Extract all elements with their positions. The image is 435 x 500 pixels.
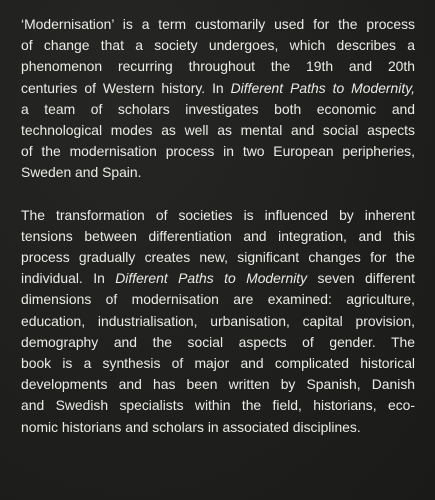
text-line: individual. In Different Paths to Modernity seven different <box>21 270 415 287</box>
text-line: The transformation of societies is influenced by inherent <box>21 206 415 223</box>
text-line: technological modes as well as mental and social aspects <box>21 122 415 139</box>
text-line: book is a synthesis of major and complicated historical <box>21 355 415 372</box>
text-line: dimensions of modernisation are examined: agriculture, <box>21 291 415 308</box>
text-line: ‘Modernisation’ is a term customarily used for the process <box>21 16 415 32</box>
text-line: Sweden and Spain. <box>21 164 142 181</box>
text-line: and Swedish specialists within the field, historians, eco- <box>21 397 415 414</box>
text-line: a team of scholars investigates both economic and <box>21 100 415 117</box>
book-title: Different Paths to Modernity, <box>230 79 415 96</box>
text-line: of change that a society undergoes, which describes a <box>21 37 415 54</box>
text-line: education, industrialisation, urbanisation, capital provision, <box>21 312 415 329</box>
text-line: demography and the social aspects of gender. The <box>21 333 415 350</box>
text-line: process gradually creates new, significant changes for the <box>21 249 415 266</box>
text-line: of the modernisation process in two European peripheries, <box>21 143 415 160</box>
paragraph-1 <box>21 14 415 184</box>
paragraph-2 <box>21 205 415 438</box>
text-line: tensions between differentiation and integration, and this <box>21 227 415 244</box>
book-title: Different Paths to Modernity <box>115 270 308 287</box>
text-line: nomic historians and scholars in associated disciplines. <box>21 418 361 435</box>
text-line: centuries of Western history. In Different Paths to Modernity, <box>21 79 415 96</box>
text-line: phenomenon recurring throughout the 19th and 20th <box>21 58 415 75</box>
text-line: developments and has been written by Spanish, Danish <box>21 376 415 393</box>
